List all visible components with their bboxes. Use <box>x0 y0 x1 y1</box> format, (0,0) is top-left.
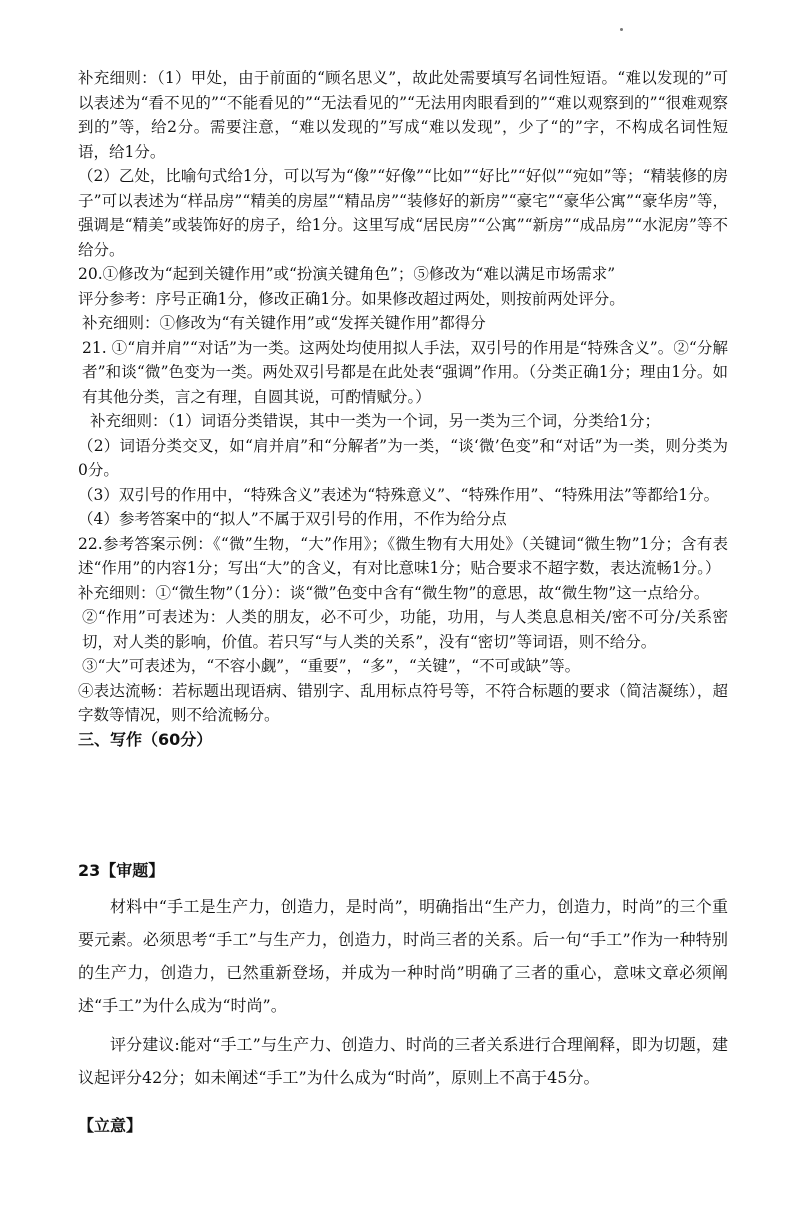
q20-detail: 补充细则：①修改为“有关键作用”或“发挥关键作用”都得分 <box>82 314 486 332</box>
section-title: 三、写作（60分） <box>78 729 213 749</box>
q22-detail-1: 补充细则：①“微生物”（1分）：谈“微”色变中含有“微生物”的意思，故“微生物”这一点给分。 <box>78 583 710 602</box>
q23-body <box>78 890 728 1094</box>
q23-paragraph-1: 材料中“手工是生产力，创造力，是时尚”，明确指出“生产力，创造力，时尚”的三个重要元素。必须思考“手工”与生产力，创造力，时尚三者的关系。后一句“手工”作为一种特别的生产力，创造力，已然重新登场，并成为一种时尚”明确了三者的重心，意味文章必须阐述“手工”为什么成为“时尚”。 <box>78 897 728 1015</box>
q20-answer: 20.①修改为“起到关键作用”或“扮演关键角色”；⑤修改为“难以满足市场需求” <box>78 265 616 283</box>
q22-answer: 22.参考答案示例：《“微”生物，“大”作用》；《微生物有大用处》（关键词“微生物”1分；含有表述“作用”的内容1分；写出“大”的含义，有对比意味1分；贴合要求不超字数，表达流畅1分。） <box>78 534 728 577</box>
note-q19-2: （2）乙处，比喻句式给1分，可以写为“像”“好像”“比如”“好比”“好似”“宛如”等；“精装修的房子”可以表述为“样品房”“精美的房屋”“精品房”“装修好的新房”“豪宅”“豪华公寓”“豪华房”等，强调是“精美”或装饰好的房子，给1分。这里写成“居民房”“公寓”“新房”“成品房”“水泥房”等不给分。 <box>78 167 728 259</box>
next-heading: 【立意】 <box>78 1116 143 1135</box>
q21-detail-2: （2）词语分类交叉，如“肩并肩”和“分解者”为一类，“谈‘微’色变”和“对话”为一类，则分类为0分。 <box>78 436 728 479</box>
q21-detail-4: （4）参考答案中的“拟人”不属于双引号的作用，不作为给分点 <box>78 510 507 528</box>
note-q19-1: 补充细则：（1）甲处，由于前面的“顾名思义”，故此处需要填写名词性短语。“难以发现的”可以表述为“看不见的”“不能看见的”“无法看见的”“无法用肉眼看到的”“难以观察到的”“很难观察到的”等，给2分。需要注意，“难以发现的”写成“难以发现”，少了“的”字，不构成名词性短语，给1分。 <box>78 69 728 161</box>
q22-detail-3: ③“大”可表述为，“不容小觑”，“重要”，“多”，“关键”，“不可或缺”等。 <box>82 657 581 675</box>
q22-detail-4: ④表达流畅：若标题出现语病、错别字、乱用标点符号等，不符合标题的要求（简洁凝练），超字数等情况，则不给流畅分。 <box>78 681 728 724</box>
q22-detail-2: ②“作用”可表述为：人类的朋友，必不可少，功能，功用，与人类息息相关/密不可分/关系密切，对人类的影响，价值。若只写“与人类的关系”，没有“密切”等词语，则不给分。 <box>82 608 728 651</box>
q21-detail-3: （3）双引号的作用中，“特殊含义”表述为“特殊意义”、“特殊作用”、“特殊用法”等都给1分。 <box>78 485 720 504</box>
q20-scoring: 评分参考：序号正确1分，修改正确1分。如果修改超过两处，则按前两处评分。 <box>78 289 625 308</box>
q23-heading: 23【审题】 <box>78 861 165 880</box>
q21-detail-1: 补充细则：（1）词语分类错误，其中一类为一个词，另一类为三个词，分类给1分； <box>90 412 660 430</box>
q23-paragraph-2: 评分建议:能对“手工”与生产力、创造力、时尚的三者关系进行合理阐释，即为切题，建议起评分42分；如未阐述“手工”为什么成为“时尚”，原则上不高于45分。 <box>78 1035 728 1087</box>
q21-answer: 21. ①“肩并肩”“对话”为一类。这两处均使用拟人手法，双引号的作用是“特殊含义”。②“分解者”和谈“微”色变为一类。两处双引号都是在此处表“强调”作用。（分类正确1分；理由1分。如有其他分类，言之有理，自圆其说，可酌情赋分。） <box>82 338 728 406</box>
scan-speck <box>620 28 623 31</box>
grading-notes <box>78 66 728 752</box>
